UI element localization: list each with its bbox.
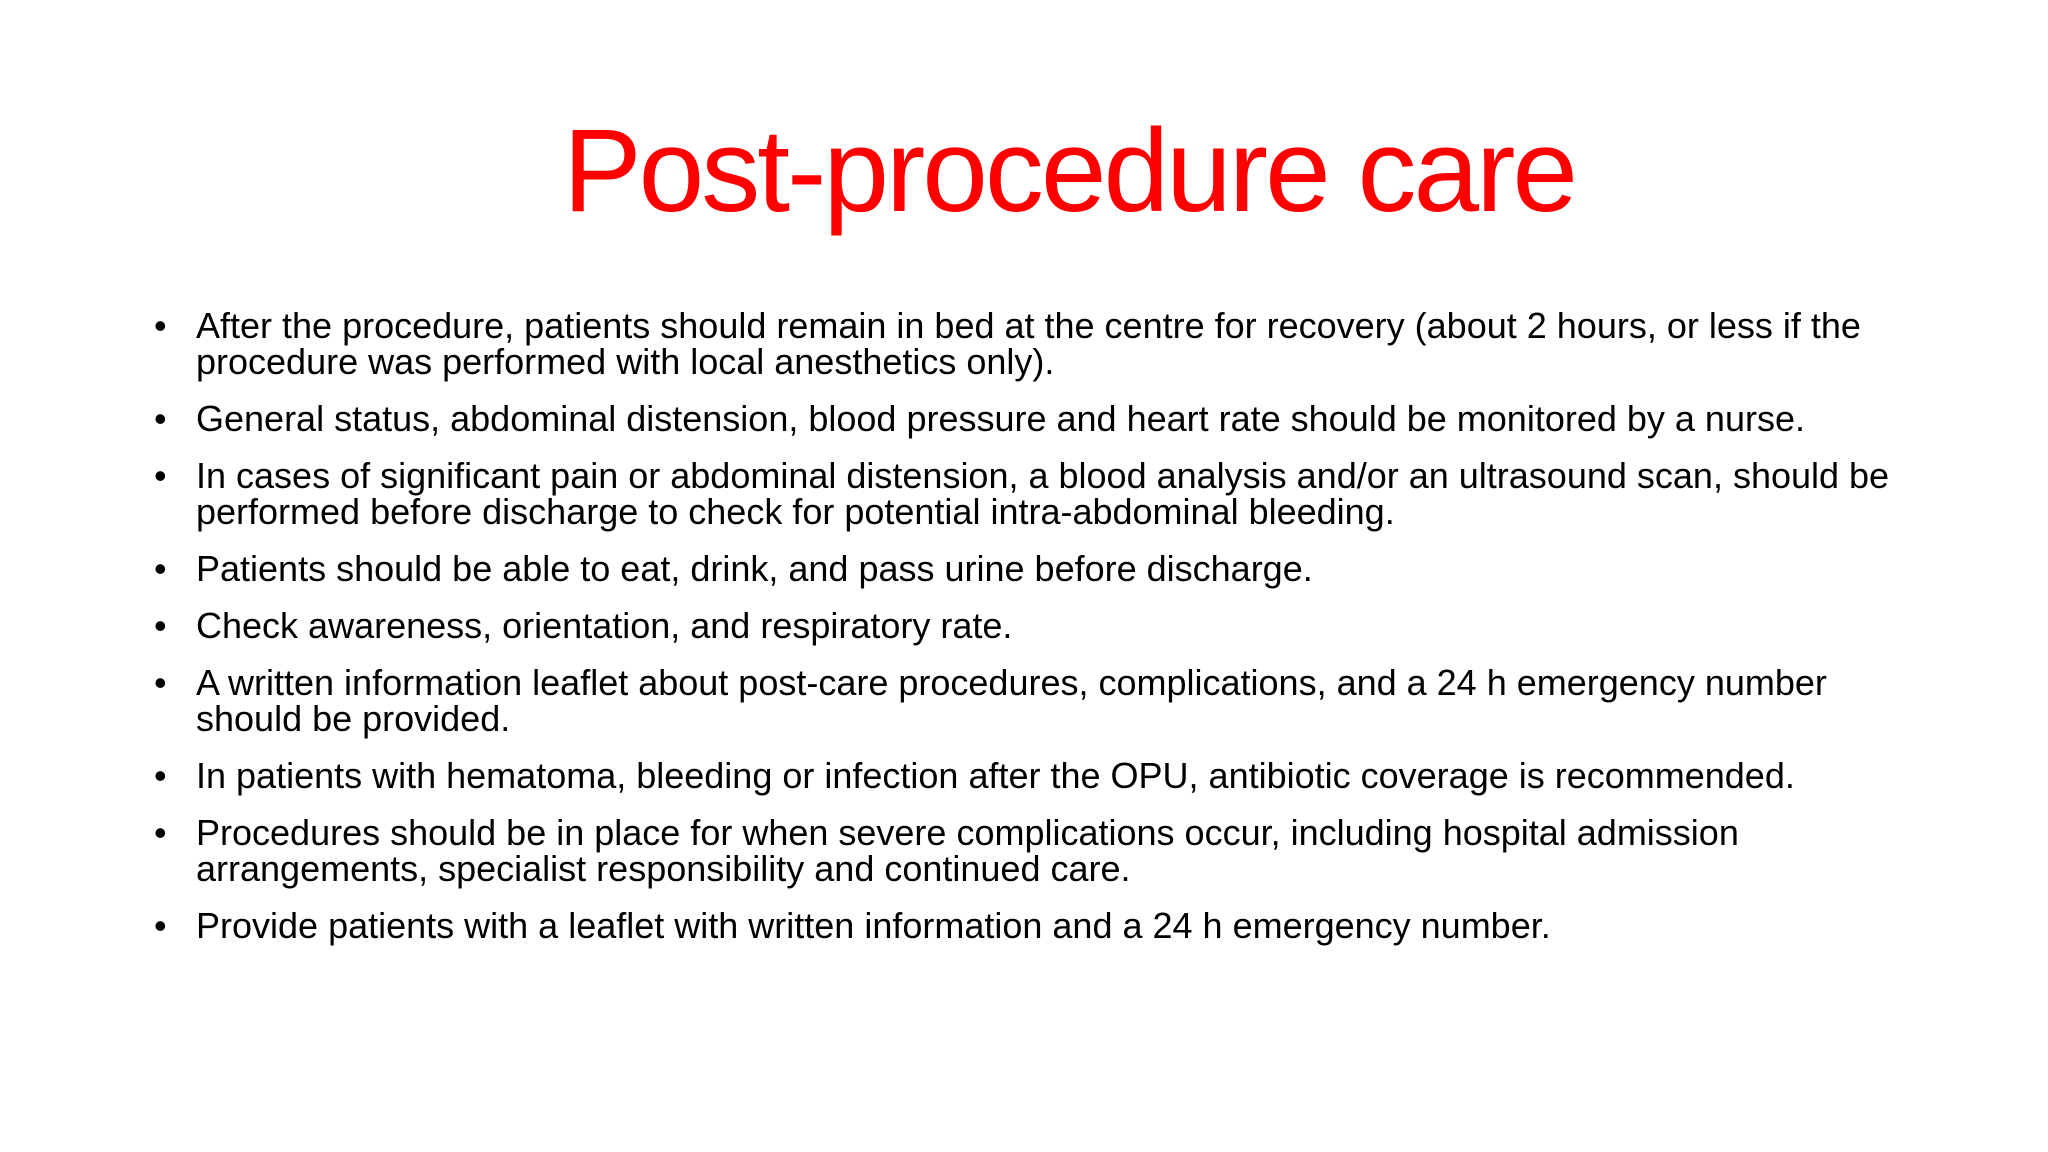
bullet-item [150, 548, 1940, 589]
bullet-icon: • [154, 548, 167, 589]
bullet-item [150, 905, 1940, 946]
bullet-icon: • [154, 905, 167, 946]
bullet-text: Procedures should be in place for when severe complications occur, including hospital admission arrangements, specialist responsibility and continued care. [196, 812, 1739, 889]
bullet-list [150, 305, 1940, 965]
slide-title: Post-procedure care [562, 105, 1576, 237]
bullet-text: Check awareness, orientation, and respiratory rate. [196, 605, 1013, 646]
bullet-item [150, 305, 1940, 382]
bullet-item [150, 455, 1940, 532]
bullet-icon: • [154, 305, 167, 346]
bullet-icon: • [154, 398, 167, 439]
bullet-icon: • [154, 605, 167, 646]
bullet-text: Patients should be able to eat, drink, and pass urine before discharge. [196, 548, 1313, 589]
bullet-item [150, 755, 1940, 796]
bullet-text: Provide patients with a leaflet with written information and a 24 h emergency number. [196, 905, 1551, 946]
bullet-icon: • [154, 812, 167, 853]
bullet-text: In cases of significant pain or abdominal distension, a blood analysis and/or an ultrasound scan, should be performed before discharge to check for potential intra-abdominal bleeding. [196, 455, 1890, 532]
bullet-item [150, 812, 1940, 889]
bullet-item [150, 605, 1940, 646]
bullet-item [150, 398, 1940, 439]
bullet-text: After the procedure, patients should remain in bed at the centre for recovery (about 2 hours, or less if the procedure was performed with local anesthetics only). [196, 305, 1861, 382]
bullet-text: General status, abdominal distension, blood pressure and heart rate should be monitored by a nurse. [196, 398, 1805, 439]
bullet-text: In patients with hematoma, bleeding or infection after the OPU, antibiotic coverage is recommended. [196, 755, 1795, 796]
bullet-icon: • [154, 755, 167, 796]
bullet-text: A written information leaflet about post-care procedures, complications, and a 24 h emergency number should be provided. [196, 662, 1827, 739]
bullet-item [150, 662, 1940, 739]
bullet-icon: • [154, 662, 167, 703]
bullet-icon: • [154, 455, 167, 496]
